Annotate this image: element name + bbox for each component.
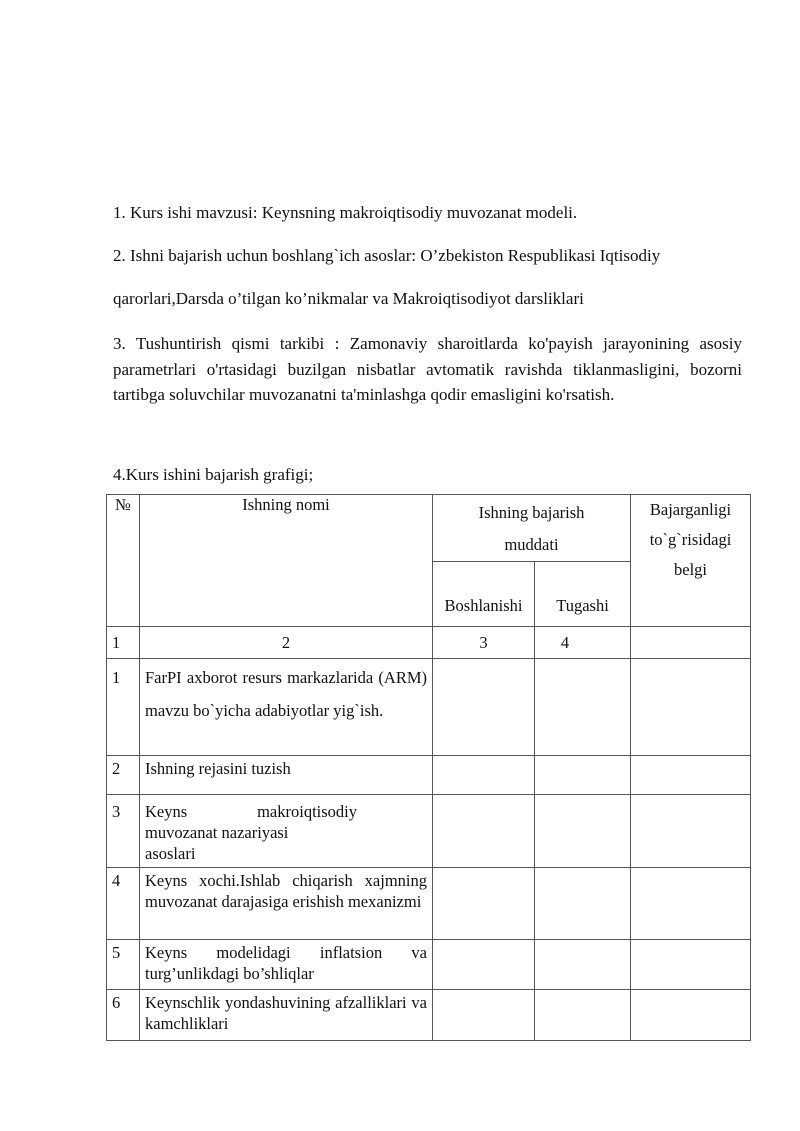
row-number: 3 (107, 795, 140, 868)
header-row-1 (107, 495, 751, 562)
row-work-name (140, 795, 433, 868)
row-mark-cell (631, 868, 751, 940)
row-work-name: Keynschlik yondashuvining afzalliklari va kamchliklari (140, 990, 433, 1041)
table-row (107, 990, 751, 1041)
index-cell: 4 (535, 627, 631, 659)
header-work-name: Ishning nomi (140, 495, 433, 627)
paragraph-schedule-title: 4.Kurs ishini bajarish grafigi; (113, 465, 314, 484)
row-work-name-line1: Keyns makroiqtisodiy muvozanat nazariyasi (145, 802, 357, 842)
row-work-name: Keyns xochi.Ishlab chiqarish xajmning muvozanat darajasiga erishish mexanizmi (140, 868, 433, 940)
index-cell: 3 (433, 627, 535, 659)
row-end-cell (535, 940, 631, 990)
header-mark-line1: Bajarganligi (649, 500, 732, 519)
table-row (107, 868, 751, 940)
table-row (107, 756, 751, 795)
index-cell: 2 (140, 627, 433, 659)
row-end-cell (535, 990, 631, 1041)
header-deadline (433, 495, 631, 562)
row-start-cell (433, 868, 535, 940)
header-deadline-line1: Ishning bajarish (478, 503, 585, 522)
row-mark-cell (631, 659, 751, 756)
row-work-name: FarPI axborot resurs markazlarida (ARM) mavzu bo`yicha adabiyotlar yig`ish. (140, 659, 433, 756)
row-start-cell (433, 795, 535, 868)
row-number: 4 (107, 868, 140, 940)
row-number: 5 (107, 940, 140, 990)
row-start-cell (433, 756, 535, 795)
row-work-name-line2: asoslari (145, 844, 196, 863)
row-number: 6 (107, 990, 140, 1041)
row-mark-cell (631, 756, 751, 795)
paragraph-basis-line2: qarorlari,Darsda o’tilgan ko’nikmalar va Makroiqtisodiyot darsliklari (113, 289, 584, 308)
row-number: 2 (107, 756, 140, 795)
row-mark-cell (631, 940, 751, 990)
row-end-cell (535, 756, 631, 795)
table-row (107, 659, 751, 756)
header-mark-line2: to`g`risidagi (649, 530, 732, 549)
row-start-cell (433, 990, 535, 1041)
index-cell (631, 627, 751, 659)
row-start-cell (433, 940, 535, 990)
paragraph-explanation: 3. Tushuntirish qismi tarkibi : Zamonaviy sharoitlarda ko'payish jarayonining asosiy parametrlari o'rtasidagi buzilgan nisbatlar avtomatik ravishda tiklanmasligini, bozorni tartibga soluvchilar muvozanatni ta'minlashga qodir emasligini ko'rsatish. (113, 334, 742, 404)
row-work-name: Keyns modelidagi inflatsion va turg’unlikdagi bo’shliqlar (140, 940, 433, 990)
row-end-cell (535, 659, 631, 756)
paragraph-topic: 1. Kurs ishi mavzusi: Keynsning makroiqtisodiy muvozanat modeli. (113, 203, 578, 222)
row-start-cell (433, 659, 535, 756)
row-work-name: Ishning rejasini tuzish (140, 756, 433, 795)
header-deadline-line2: muddati (504, 535, 559, 554)
header-number: № (107, 495, 140, 627)
index-cell: 1 (107, 627, 140, 659)
table-row (107, 795, 751, 868)
row-end-cell (535, 868, 631, 940)
header-start: Boshlanishi (433, 562, 535, 627)
row-end-cell (535, 795, 631, 868)
header-end: Tugashi (535, 562, 631, 627)
row-mark-cell (631, 795, 751, 868)
row-mark-cell (631, 990, 751, 1041)
header-mark-line3: belgi (674, 560, 708, 579)
table-row (107, 940, 751, 990)
paragraph-basis-line1: 2. Ishni bajarish uchun boshlang`ich asoslar: O’zbekiston Respublikasi Iqtisodiy (113, 246, 661, 265)
schedule-table (106, 494, 751, 1041)
header-completion-mark (631, 495, 751, 627)
index-row (107, 627, 751, 659)
row-number: 1 (107, 659, 140, 756)
